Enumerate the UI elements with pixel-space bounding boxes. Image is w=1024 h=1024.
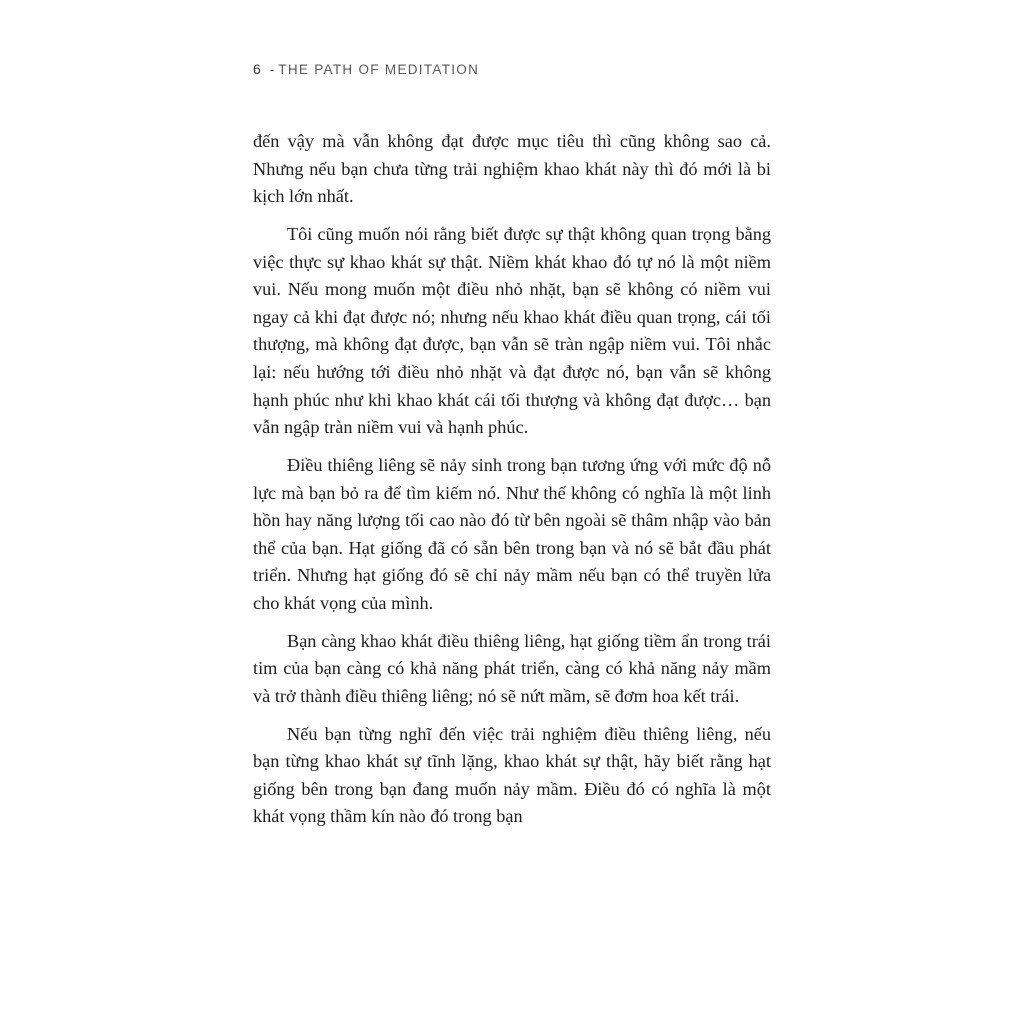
paragraph-continuation: đến vậy mà vẫn không đạt được mục tiêu thì cũng không sao cả. Nhưng nếu bạn chưa từng trải nghiệm khao khát này thì đó mới là bi kịch lớn nhất. xyxy=(253,131,771,207)
paragraph: Tôi cũng muốn nói rằng biết được sự thật không quan trọng bằng việc thực sự khao khát sự thật. Niềm khát khao đó tự nó là một niềm vui. Nếu mong muốn một điều nhỏ nhặt, bạn sẽ không có niềm vui ngay cả khi đạt được nó; nhưng nếu khao khát điều quan trọng, cái tối thượng, mà không đạt được, bạn vẫn sẽ tràn ngập niềm vui. Tôi nhắc lại: nếu hướng tới điều nhỏ nhặt và đạt được nó, bạn vẫn sẽ không hạnh phúc như khi khao khát cái tối thượng và không đạt được… bạn vẫn ngập tràn niềm vui và hạnh phúc. xyxy=(253,223,771,438)
book-title: THE PATH OF MEDITATION xyxy=(278,62,480,77)
paragraph: Bạn càng khao khát điều thiêng liêng, hạt giống tiềm ẩn trong trái tim của bạn càng có khả năng phát triển, càng có khả năng nảy mầm và trở thành điều thiêng liêng; nó sẽ nứt mầm, sẽ đơm hoa kết trái. xyxy=(253,630,771,706)
paragraph: Điều thiêng liêng sẽ nảy sinh trong bạn tương ứng với mức độ nỗ lực mà bạn bỏ ra để tìm kiếm nó. Như thế không có nghĩa là một linh hồn hay năng lượng tối cao nào đó từ bên ngoài sẽ thâm nhập vào bản thể của bạn. Hạt giống đã có sẵn bên trong bạn và nó sẽ bắt đầu phát triển. Nhưng hạt giống đó sẽ chỉ nảy mầm nếu bạn có thể truyền lửa cho khát vọng của mình. xyxy=(253,454,771,613)
body-text xyxy=(253,128,771,831)
running-header xyxy=(253,61,479,77)
paragraph: Nếu bạn từng nghĩ đến việc trải nghiệm điều thiêng liêng, nếu bạn từng khao khát sự tĩnh lặng, khao khát sự thật, hãy biết rằng hạt giống bên trong bạn đang muốn nảy mầm. Điều đó có nghĩa là một khát vọng thầm kín nào đó trong bạn xyxy=(253,723,771,827)
header-separator: - xyxy=(269,62,275,77)
page-number: 6 xyxy=(253,61,261,77)
